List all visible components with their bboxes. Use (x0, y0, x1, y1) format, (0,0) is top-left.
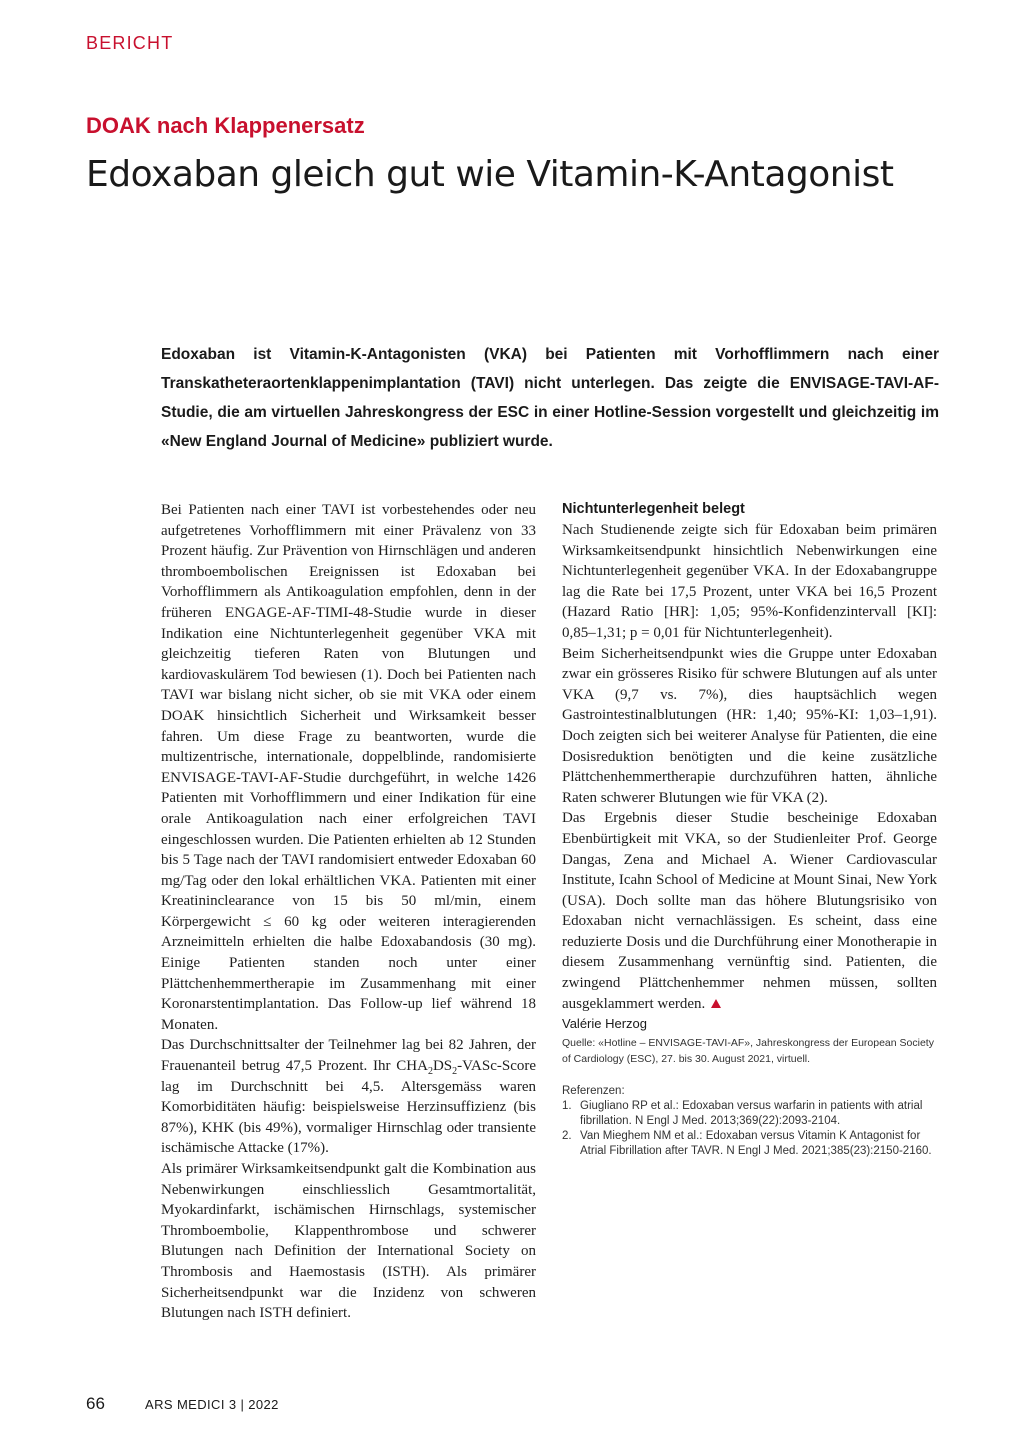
body-paragraph-demographics: Das Durchschnittsalter der Teilnehmer lag bei 82 Jahren, der Frauenanteil betrug 47,5 Prozent. Ihr $CHA_2DS_2-VASc$-Score lag im Durchschnitt bei 4,5. Altersgemäss waren Komorbiditäten häufig: beispielsweise Herzinsuffizienz (bis 87%), KHK (bis 49%), vormaliger Hirnschlag oder transiente ischämische Attacke (17%). (161, 1037, 536, 1157)
article-lead: Edoxaban ist Vitamin-K-Antagonisten (VKA) bei Patienten mit Vorhofflimmern nach einer Transkatheteraortenklappenimplantation (TAVI) nicht unterlegen. Das zeigte die ENVISAGE-TAVI-AF-Studie, die am virtuellen Jahreskongress der ESC in einer Hotline-Session vorgestellt und gleichzeitig im «New England Journal of Medicine» publiziert wurde. (161, 346, 939, 450)
body-paragraph: Bei Patienten nach einer TAVI ist vorbestehendes oder neu aufgetretenes Vorhofflimmern mit einer Prävalenz von 33 Prozent häufig. Zur Prävention von Hirnschlägen und anderen thromboembolischen Ereignissen ist Edoxaban bei Vorhofflimmern als Antikoagulation empfohlen, denn in der früheren ENGAGE-AF-TIMI-48-Studie wurde in dieser Indikation eine Nichtunterlegenheit gegenüber VKA mit gleichzeitig tieferen Raten von Blutungen und kardiovaskulärem Tod bewiesen (1). Doch bei Patienten nach TAVI war bislang nicht sicher, ob sie mit VKA oder einem DOAK hinsichtlich Sicherheit und Wirksamkeit besser fahren. Um diese Frage zu beantworten, wurde die multizentrische, internationale, doppelblinde, randomisierte ENVISAGE-TAVI-AF-Studie durchgeführt, in welche 1426 Patienten mit Vorhofflimmern und einer Indikation für eine orale Antikoagulation nach einer erfolgreichen TAVI eingeschlossen wurden. Die Patienten erhielten ab 12 Stunden bis 5 Tage nach der TAVI randomisiert entweder Edoxaban 60 mg/Tag oder den lokal erhältlichen VKA. Patienten mit einer Kreatininclearance von 15 bis 50 ml/min, einem Körpergewicht ≤ 60 kg oder weiteren interagierenden Arzneimitteln erhielten die halbe Edoxabandosis (30 mg). Einige Patienten standen noch unter einer Plättchenhemmertherapie im Zusammenhang mit einer Koronarstentimplantation. Das Follow-up lief während 18 Monaten. (161, 502, 536, 1033)
article-kicker: DOAK nach Klappenersatz (86, 113, 365, 138)
author-byline: Valérie Herzog (562, 1016, 648, 1032)
journal-issue: ARS MEDICI 3 | 2022 (145, 1397, 279, 1412)
body-paragraph: Nach Studienende zeigte sich für Edoxaban beim primären Wirksamkeitsendpunkt hinsichtlich Nebenwirkungen eine Nichtunterlegenheit gegenüber VKA. In der Edoxabangruppe lag die Rate bei 17,5 Prozent, unter VKA bei 16,5 Prozent (Hazard Ratio [HR]: 1,05; 95%-Konfidenzintervall [KI]: 0,85–1,31; p = 0,01 für Nichtunterlegenheit). (562, 522, 937, 641)
left-column (161, 500, 536, 1324)
reference-item: 2. Van Mieghem NM et al.: Edoxaban versus Vitamin K Antagonist for Atrial Fibrillation after TAVR. N Engl J Med. 2021;385(23):2150-2160. (562, 1129, 932, 1157)
references-title: Referenzen: (562, 1084, 625, 1097)
end-of-article-triangle-icon (711, 999, 721, 1008)
section-label: BERICHT (86, 33, 174, 53)
reference-item: 1. Giugliano RP et al.: Edoxaban versus warfarin in patients with atrial fibrillation. N Engl J Med. 2013;369(22):2093-2104. (562, 1099, 923, 1127)
body-paragraph: Als primärer Wirksamkeitsendpunkt galt die Kombination aus Nebenwirkungen einschliesslich Gesamtmortalität, Myokardinfarkt, ischämischen Hirnschlags, systemischer Thromboembolie, Klappenthrombose und schwerer Blutungen nach Definition der International Society on Thrombosis and Haemostasis (ISTH). Als primärer Sicherheitsendpunkt war die Inzidenz von schweren Blutungen nach ISTH definiert. (161, 1161, 536, 1322)
right-column (562, 500, 937, 1159)
section-subheading: Nichtunterlegenheit belegt (562, 501, 745, 517)
page-number: 66 (86, 1394, 105, 1413)
source-note: Quelle: «Hotline – ENVISAGE-TAVI-AF», Jahreskongress der European Society of Cardiology (ESC), 27. bis 30. August 2021, virtuell. (562, 1036, 934, 1065)
references-list (562, 1099, 937, 1159)
body-paragraph-closing: Das Ergebnis dieser Studie bescheinige Edoxaban Ebenbürtigkeit mit VKA, so der Studienleiter Prof. George Dangas, Zena and Michael A. Wiener Cardiovascular Institute, Icahn School of Medicine at Mount Sinai, New York (USA). Doch sollte man das höhere Blutungsrisiko von Edoxaban nicht vernachlässigen. Es scheint, dass eine reduzierte Dosis und die Durchführung einer Monotherapie in diesem Zusammenhang vernünftig sind. Patienten, die zwingend Plättchenhemmer nehmen müssen, sollten ausgeklammert werden. (562, 810, 937, 1012)
article-headline: Edoxaban gleich gut wie Vitamin-K-Antagonist (86, 154, 894, 195)
body-paragraph: Beim Sicherheitsendpunkt wies die Gruppe unter Edoxaban zwar ein grösseres Risiko für schwere Blutungen auf als unter VKA (9,7 vs. 7%), dies hauptsächlich wegen Gastrointestinalblutungen (HR: 1,40; 95%-KI: 1,03–1,91). Doch zeigten sich bei weiterer Analyse für Patienten, die eine Dosisreduktion benötigten und die keine zusätzliche Plättchenhemmertherapie durchzuführen hatten, ähnliche Raten schwerer Blutungen wie für VKA (2). (562, 645, 937, 806)
